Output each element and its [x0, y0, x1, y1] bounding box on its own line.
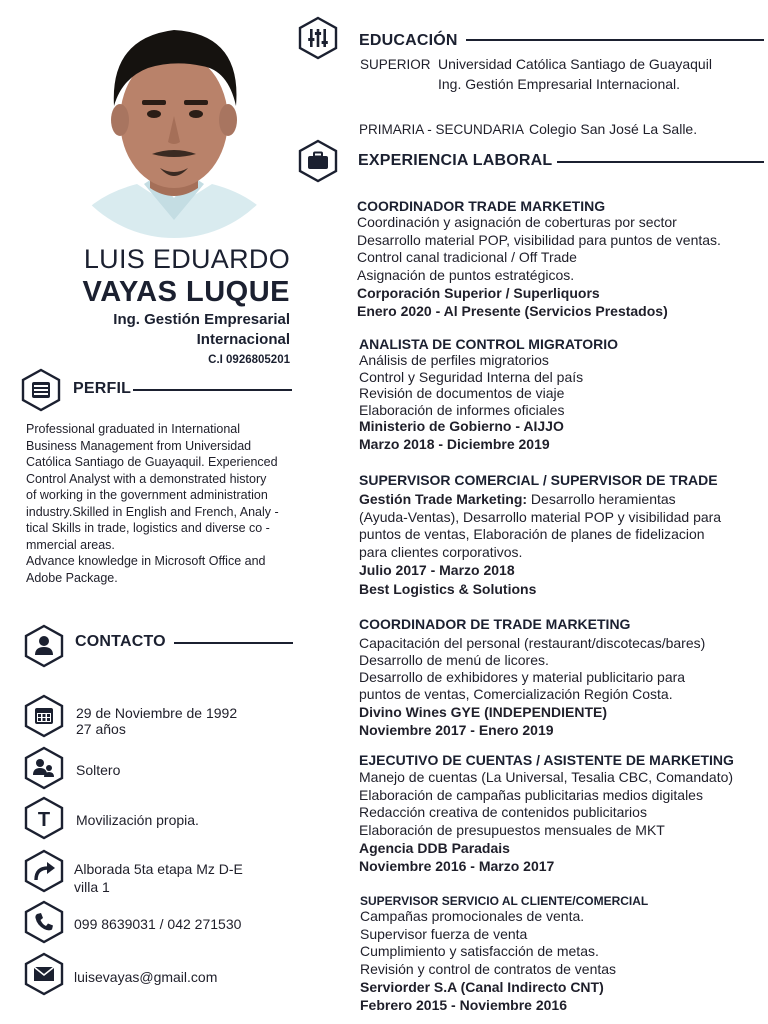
profile-line: of working in the government administration: [26, 488, 268, 502]
job-dates: Noviembre 2017 - Enero 2019: [359, 721, 554, 738]
profile-line: mmercial areas.: [26, 537, 115, 552]
person-icon: [22, 624, 66, 668]
superior-label: SUPERIOR: [360, 57, 431, 72]
arrow-direction-icon: [22, 849, 66, 893]
job-company: Ministerio de Gobierno - AIJJO: [359, 418, 564, 434]
job-line: Manejo de cuentas (La Universal, Tesalia CBC, Comandato): [359, 769, 734, 785]
job-line: para clientes corporativos.: [359, 543, 523, 560]
email: luisevayas@gmail.com: [74, 969, 218, 985]
job-line: Control canal tradicional / Off Trade: [357, 249, 577, 265]
job-dates: Noviembre 2016 - Marzo 2017: [359, 858, 555, 874]
job-company: Agencia DDB Paradais: [359, 840, 510, 856]
profile-photo: [52, 8, 296, 244]
contact-title: CONTACTO: [75, 633, 166, 650]
contact-rule: [174, 642, 293, 644]
briefcase-icon: [296, 139, 340, 183]
job-3: [359, 472, 721, 598]
job-company: Divino Wines GYE (INDEPENDIENTE): [359, 703, 608, 720]
first-name: LUIS EDUARDO: [83, 244, 290, 274]
birth-date: 29 de Noviembre de 1992: [76, 705, 238, 721]
job-line: Revisión y control de contratos de ventas: [360, 960, 617, 977]
profile-rule: [133, 389, 292, 391]
job-2: [359, 336, 618, 453]
degree-line-1: Ing. Gestión Empresarial: [113, 311, 290, 328]
calendar-icon: [22, 694, 66, 738]
envelope-icon: [22, 952, 66, 996]
job-line: puntos de ventas, Elaboración de planes de fidelizacion: [359, 526, 705, 542]
job-line: Supervisor fuerza de venta: [360, 925, 528, 942]
job-company: Serviorder S.A (Canal Indirecto CNT): [360, 979, 604, 995]
address-line-1: Alborada 5ta etapa Mz D-E: [74, 861, 243, 877]
job-title: COORDINADOR TRADE MARKETING: [357, 198, 606, 214]
id-number: C.I 0926805201: [208, 354, 290, 366]
job-line: Control y Seguridad Interna del país: [359, 368, 584, 385]
age: 27 años: [76, 721, 126, 737]
document-lines-icon: [19, 368, 63, 412]
job-lead: Gestión Trade Marketing:: [359, 491, 528, 507]
job-line: Elaboración de presupuestos mensuales de MKT: [359, 821, 665, 838]
job-line: Coordinación y asignación de coberturas por sector: [357, 214, 677, 230]
profile-line: tical Skills in trade, logistics and diverse co -: [26, 521, 270, 535]
profile-title: PERFIL: [73, 380, 132, 397]
job-line: Análisis de perfiles migratorios: [359, 352, 549, 368]
phone-icon: [22, 900, 66, 944]
job-line: Asignación de puntos estratégicos.: [357, 266, 575, 283]
job-company: Best Logistics & Solutions: [359, 580, 537, 597]
job-line: Elaboración de informes oficiales: [359, 401, 565, 418]
job-title: SUPERVISOR COMERCIAL / SUPERVISOR DE TRADE: [359, 472, 718, 488]
job-line: (Ayuda-Ventas), Desarrollo material POP y visibilidad para: [359, 508, 722, 525]
experience-title: EXPERIENCIA LABORAL: [358, 152, 553, 169]
job-dates: Marzo 2018 - Diciembre 2019: [359, 435, 550, 452]
job-line: Desarrollo heramientas: [527, 491, 676, 507]
job-dates: Enero 2020 - Al Presente (Servicios Prestados): [357, 303, 668, 319]
job-line: Desarrollo de menú de licores.: [359, 651, 549, 668]
job-line: Desarrollo material POP, visibilidad para puntos de ventas.: [357, 231, 721, 248]
job-line: Elaboración de campañas publicitarias medios digitales: [359, 786, 703, 803]
education-title: EDUCACIÓN: [359, 32, 458, 49]
profile-text: [26, 421, 294, 586]
job-company: Corporación Superior / Superliquors: [357, 285, 600, 301]
profile-line: Professional graduated in International: [26, 422, 241, 436]
primary-label: PRIMARIA - SECUNDARIA: [359, 122, 525, 137]
job-line: Cumplimiento y satisfacción de metas.: [360, 943, 599, 959]
profile-line: Control Analyst with a demonstrated history: [26, 471, 267, 486]
job-line: Capacitación del personal (restaurant/discotecas/bares): [359, 635, 706, 651]
job-dates: Febrero 2015 - Noviembre 2016: [360, 997, 567, 1013]
job-5: [359, 752, 734, 875]
address-line-2: villa 1: [74, 879, 110, 895]
profile-line: Business Management from Universidad: [26, 438, 252, 453]
phone: 099 8639031 / 042 271530: [74, 916, 242, 932]
job-title: SUPERVISOR SERVICIO AL CLIENTE/COMERCIAL: [360, 894, 649, 908]
equalizer-icon: [296, 16, 340, 60]
profile-line: Católica Santiago de Guayaquil. Experienced: [26, 455, 278, 469]
experience-rule: [557, 161, 764, 163]
job-title: COORDINADOR DE TRADE MARKETING: [359, 616, 631, 632]
letter-t-icon: [22, 796, 66, 840]
job-dates: Julio 2017 - Marzo 2018: [359, 562, 515, 578]
job-line: Revisión de documentos de viaje: [359, 385, 565, 401]
job-title: ANALISTA DE CONTROL MIGRATORIO: [359, 336, 618, 352]
profile-line: Advance knowledge in Microsoft Office and: [26, 554, 266, 568]
profile-line: industry.Skilled in English and French, Analy -: [26, 504, 279, 519]
superior-school: Universidad Católica Santiago de Guayaquil: [438, 56, 712, 72]
primary-school: Colegio San José La Salle.: [529, 121, 698, 137]
education-rule: [466, 39, 764, 41]
people-icon: [22, 746, 66, 790]
job-4: [359, 616, 705, 739]
job-1: [357, 198, 721, 320]
letter-t: T: [37, 809, 51, 831]
job-title: EJECUTIVO DE CUENTAS / ASISTENTE DE MARKETING: [359, 752, 734, 768]
transport: Movilización propia.: [76, 812, 199, 828]
degree-line-2: Internacional: [196, 331, 290, 348]
job-line: puntos de ventas, Comercialización Región Costa.: [359, 685, 673, 702]
civil-status: Soltero: [76, 762, 121, 778]
job-line: Redacción creativa de contenidos publicitarios: [359, 804, 647, 820]
last-name: VAYAS LUQUE: [82, 276, 290, 308]
profile-line: Adobe Package.: [26, 570, 118, 585]
job-6: [360, 894, 648, 1014]
job-line: Desarrollo de exhibidores y material publicitario para: [359, 668, 686, 685]
job-line: Campañas promocionales de venta.: [360, 908, 585, 924]
superior-degree: Ing. Gestión Empresarial Internacional.: [438, 76, 681, 92]
